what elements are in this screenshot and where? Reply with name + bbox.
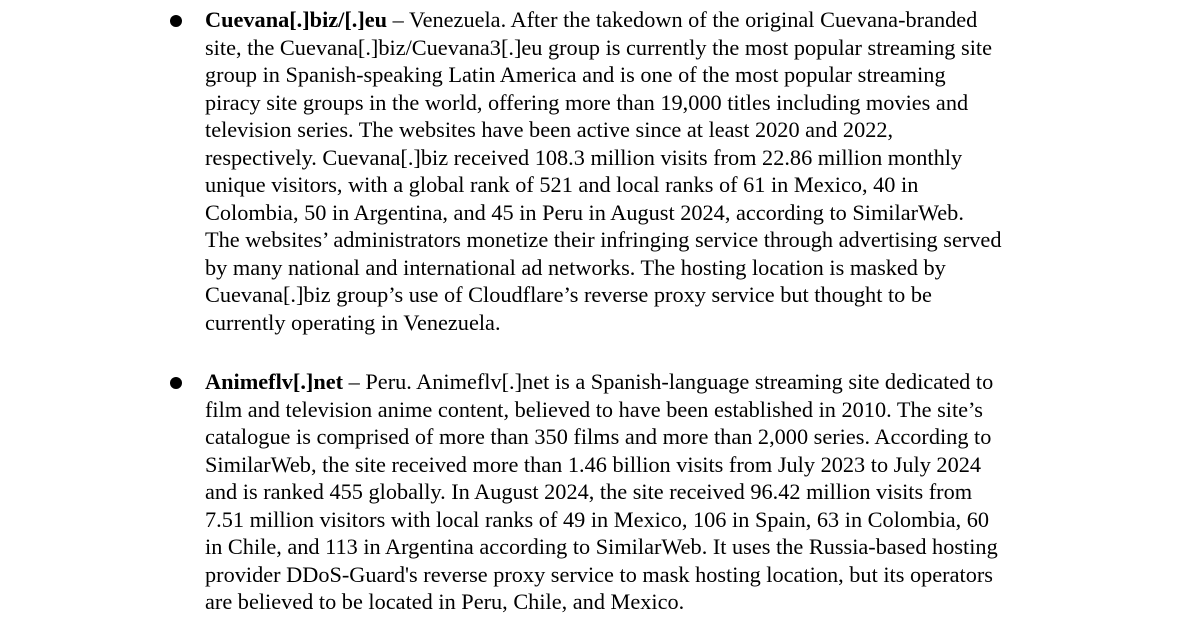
paragraph-line: television series. The websites have been active since at least 2020 and 2022,: [205, 117, 894, 142]
paragraph-line: in Chile, and 113 in Argentina according to SimilarWeb. It uses the Russia-based hosting: [205, 534, 998, 559]
paragraph-line: provider DDoS-Guard's reverse proxy service to mask hosting location, but its operators: [205, 561, 993, 587]
paragraph-line: Cuevana[.]biz group’s use of Cloudflare’s reverse proxy service but thought to be: [205, 282, 932, 307]
paragraph-line: site, the Cuevana[.]biz/Cuevana3[.]eu group is currently the most popular streaming site: [205, 34, 992, 60]
paragraph-line: unique visitors, with a global rank of 521 and local ranks of 61 in Mexico, 40 in: [205, 172, 919, 197]
paragraph-line: SimilarWeb, the site received more than 1.46 billion visits from July 2023 to July 2024: [205, 451, 982, 477]
entry-paragraph: [205, 368, 1185, 616]
paragraph-line: The websites’ administrators monetize their infringing service through advertising served: [205, 227, 1002, 252]
bullet-icon: [170, 15, 182, 27]
paragraph-line: Colombia, 50 in Argentina, and 45 in Peru in August 2024, according to SimilarWeb.: [205, 199, 964, 225]
paragraph-line: and is ranked 455 globally. In August 2024, the site received 96.42 million visits from: [205, 479, 973, 504]
paragraph-line: [205, 6, 1185, 34]
paragraph-line: piracy site groups in the world, offering more than 19,000 titles including movies and: [205, 89, 969, 115]
paragraph-line: film and television anime content, believed to have been established in 2010. The site’s: [205, 396, 983, 422]
entry-paragraph: [205, 6, 1185, 336]
paragraph-line: catalogue is comprised of more than 350 films and more than 2,000 series. According to: [205, 424, 992, 449]
paragraph-line: respectively. Cuevana[.]biz received 108.3 million visits from 22.86 million monthly: [205, 144, 963, 170]
entry-title: Cuevana[.]biz/[.]eu: [205, 7, 388, 32]
line-text: – Venezuela. After the takedown of the original Cuevana-branded: [387, 7, 978, 32]
line-text: – Peru. Animeflv[.]net is a Spanish-language streaming site dedicated to: [343, 369, 994, 394]
paragraph-line: by many national and international ad networks. The hosting location is masked by: [205, 254, 946, 280]
bullet-icon: [170, 377, 182, 389]
entry-title: Animeflv[.]net: [205, 369, 344, 394]
paragraph-line: are believed to be located in Peru, Chile, and Mexico.: [205, 589, 685, 614]
paragraph-line: 7.51 million visitors with local ranks of 49 in Mexico, 106 in Spain, 63 in Colombia, 60: [205, 506, 990, 532]
paragraph-line: group in Spanish-speaking Latin America and is one of the most popular streaming: [205, 62, 946, 87]
paragraph-line: [205, 368, 1185, 396]
paragraph-line: currently operating in Venezuela.: [205, 309, 501, 335]
